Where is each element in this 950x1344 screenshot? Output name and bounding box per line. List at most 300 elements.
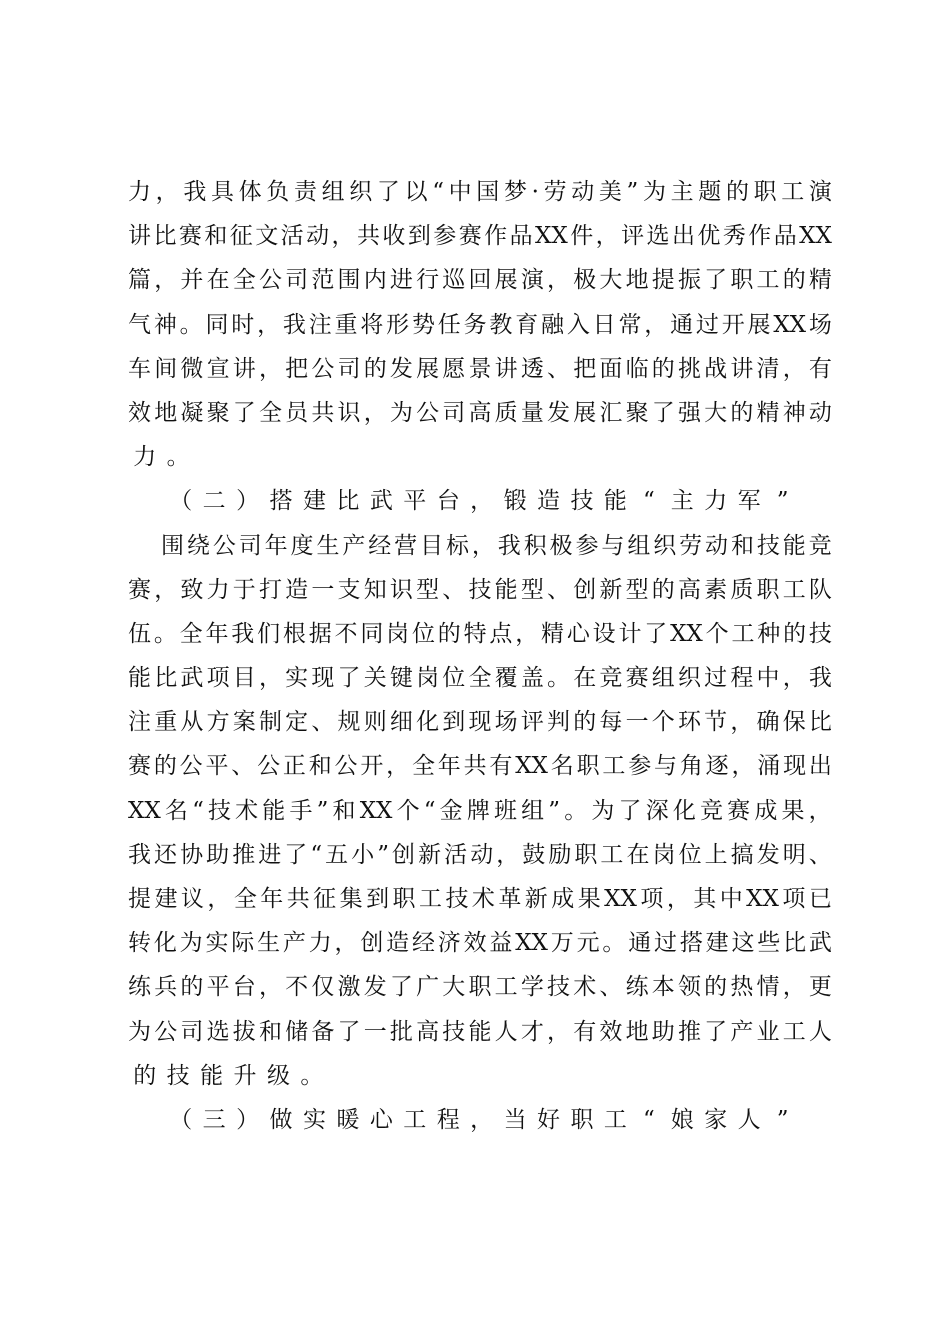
glyph: 个 [651, 709, 675, 736]
glyph: 牌 [466, 797, 490, 824]
glyph: 的 [437, 620, 461, 647]
glyph: 拔 [232, 1018, 256, 1045]
glyph: 全 [233, 886, 257, 912]
glyph: 效 [128, 399, 151, 426]
glyph: 参 [433, 223, 457, 250]
glyph: XX [670, 620, 703, 647]
text-line [128, 303, 832, 347]
glyph: ） [236, 1106, 260, 1133]
glyph: 定 [285, 709, 309, 736]
glyph: 神 [782, 399, 806, 426]
glyph: 锻 [503, 488, 527, 515]
glyph: 工 [403, 1106, 427, 1133]
glyph: 建 [154, 886, 178, 912]
glyph: 比 [154, 665, 178, 692]
glyph: 深 [645, 797, 669, 824]
glyph: 济 [437, 930, 461, 957]
glyph: 演 [520, 267, 544, 294]
glyph: 生 [257, 930, 281, 957]
glyph: 与 [654, 753, 677, 780]
glyph: 范 [311, 267, 335, 294]
glyph: “ [423, 797, 436, 824]
glyph: 、 [547, 355, 570, 382]
glyph: 力 [128, 179, 151, 205]
glyph: 将 [360, 311, 384, 338]
glyph: ， [547, 267, 570, 294]
glyph: 神 [153, 311, 177, 338]
glyph: 评 [520, 709, 544, 736]
glyph: 实 [205, 930, 229, 957]
glyph: 经 [411, 930, 435, 957]
glyph: 万 [550, 930, 574, 957]
glyph: 技 [756, 532, 780, 559]
glyph: ， [207, 886, 231, 912]
glyph: 高 [416, 1018, 440, 1045]
glyph: 通 [628, 930, 652, 957]
glyph: 面 [599, 355, 623, 382]
glyph: 主 [670, 179, 694, 205]
glyph: 我 [183, 179, 207, 205]
glyph: 位 [442, 665, 466, 692]
glyph: 好 [537, 1106, 561, 1133]
glyph: 共 [463, 753, 487, 780]
glyph: 巡 [442, 267, 466, 294]
text-line [128, 612, 832, 656]
glyph: 项 [206, 665, 230, 692]
glyph: 活 [280, 223, 304, 250]
text-line [128, 1054, 832, 1098]
glyph: 员 [285, 399, 309, 426]
glyph: 展 [573, 399, 597, 426]
glyph: 过 [695, 311, 719, 338]
glyph: 工 [603, 1106, 627, 1133]
glyph: 和 [332, 797, 356, 824]
text-line [128, 347, 832, 391]
glyph: 注 [308, 311, 332, 338]
glyph: 点 [489, 620, 513, 647]
glyph: 聚 [206, 399, 230, 426]
glyph: XX [515, 930, 548, 957]
glyph: 逐 [705, 753, 729, 780]
glyph: “ [310, 841, 323, 868]
glyph: 技 [547, 974, 570, 1001]
glyph: 励 [548, 841, 572, 868]
glyph: 绕 [186, 532, 210, 559]
text-line [128, 877, 832, 921]
glyph: 的 [573, 709, 597, 736]
glyph: 力 [133, 444, 157, 471]
text-line [128, 391, 832, 435]
glyph: 题 [698, 179, 722, 205]
glyph: 工 [600, 841, 624, 868]
glyph: “ [192, 797, 204, 824]
glyph: 赛 [625, 665, 649, 692]
glyph: 果 [577, 886, 601, 912]
glyph: 娘 [670, 1106, 694, 1133]
glyph: 了 [337, 665, 361, 692]
glyph: 活 [444, 841, 468, 868]
glyph: 司 [337, 355, 361, 382]
glyph: ” [377, 841, 389, 868]
glyph: 微 [180, 355, 204, 382]
glyph: 公 [258, 267, 282, 294]
glyph: 二 [202, 488, 226, 515]
glyph: 职 [756, 576, 780, 603]
glyph: 参 [575, 532, 599, 559]
glyph: 化 [672, 797, 696, 824]
glyph: 实 [302, 1106, 326, 1133]
glyph: 能 [603, 488, 627, 515]
glyph: 了 [337, 1018, 361, 1045]
glyph: ， [154, 267, 178, 294]
glyph: 技 [442, 1018, 466, 1045]
glyph: 的 [363, 355, 387, 382]
glyph: 展 [416, 355, 440, 382]
glyph: 心 [566, 620, 590, 647]
glyph: ， [258, 355, 282, 382]
glyph: 化 [153, 930, 177, 957]
glyph: 能 [468, 1018, 492, 1045]
glyph: 种 [757, 620, 781, 647]
glyph: 出 [808, 753, 832, 780]
glyph: 时 [231, 311, 255, 338]
glyph: 力 [206, 576, 230, 603]
glyph: 织 [677, 665, 701, 692]
glyph: ” [776, 488, 789, 515]
glyph: 个 [396, 797, 420, 824]
glyph: 技 [808, 620, 832, 647]
glyph: 全 [468, 665, 492, 692]
glyph: 益 [489, 930, 513, 957]
glyph: 讲 [232, 355, 256, 382]
glyph: 不 [334, 620, 358, 647]
text-line [128, 435, 832, 479]
glyph: 以 [404, 179, 428, 205]
section-heading-2 [128, 479, 832, 523]
glyph: 目 [420, 532, 444, 559]
glyph: 。 [564, 797, 588, 824]
glyph: 工 [418, 886, 442, 912]
glyph: 军 [737, 488, 761, 515]
glyph: 共 [356, 223, 380, 250]
glyph: 为 [591, 797, 615, 824]
glyph: 搭 [269, 488, 293, 515]
glyph: 形 [386, 311, 410, 338]
glyph: ， [808, 797, 832, 824]
glyph: 选 [206, 1018, 230, 1045]
glyph: 融 [541, 311, 564, 338]
glyph: 则 [363, 709, 387, 736]
glyph: 量 [520, 399, 544, 426]
glyph: 司 [238, 532, 262, 559]
glyph: 于 [232, 576, 256, 603]
glyph: 工 [782, 1018, 806, 1045]
glyph: 营 [394, 532, 418, 559]
glyph: 平 [205, 753, 229, 780]
glyph: 我 [128, 841, 151, 868]
glyph: 更 [808, 974, 832, 1001]
glyph: 新 [599, 576, 623, 603]
glyph: 的 [725, 179, 749, 205]
glyph: 判 [547, 709, 570, 736]
glyph: 致 [180, 576, 204, 603]
glyph: 的 [153, 753, 177, 780]
glyph: 清 [756, 355, 780, 382]
glyph: 技 [166, 1062, 190, 1089]
glyph: 围 [161, 532, 184, 559]
glyph: 精 [808, 267, 832, 294]
glyph: 国 [476, 179, 500, 205]
glyph: 到 [366, 886, 390, 912]
glyph: 规 [337, 709, 361, 736]
glyph: 平 [206, 974, 230, 1001]
glyph: 美 [598, 179, 622, 205]
glyph: XX [773, 311, 807, 338]
text-line [128, 258, 832, 302]
glyph: 支 [337, 576, 361, 603]
glyph: 能 [262, 797, 286, 824]
glyph: 中 [448, 179, 472, 205]
glyph: 计 [618, 620, 642, 647]
text-line [128, 1010, 832, 1054]
glyph: 务 [463, 311, 487, 338]
glyph: 中 [756, 665, 780, 692]
glyph: 力 [704, 488, 728, 515]
glyph: 积 [523, 532, 547, 559]
glyph: 品 [509, 223, 533, 250]
glyph: 我 [231, 620, 255, 647]
glyph: 有 [489, 753, 513, 780]
glyph: ” [548, 797, 561, 824]
glyph: 、 [808, 841, 832, 868]
text-line [128, 789, 832, 833]
glyph: 到 [407, 223, 431, 250]
glyph: 工 [731, 620, 755, 647]
glyph: XX [128, 797, 161, 824]
glyph: 岗 [416, 665, 440, 692]
glyph: 有 [573, 1018, 597, 1045]
glyph: 的 [651, 355, 675, 382]
glyph: 和 [730, 532, 754, 559]
glyph: 征 [229, 223, 253, 250]
glyph: 环 [677, 709, 701, 736]
glyph: 优 [697, 223, 721, 250]
glyph: 文 [255, 223, 279, 250]
glyph: 明 [782, 841, 806, 868]
glyph: 为 [642, 179, 666, 205]
glyph: 年 [260, 886, 284, 912]
glyph: ， [496, 841, 520, 868]
glyph: ” [776, 1106, 789, 1133]
glyph: ， [547, 1018, 570, 1045]
glyph: ， [470, 1106, 494, 1133]
glyph: 根 [282, 620, 306, 647]
glyph: 的 [704, 974, 728, 1001]
glyph: 位 [678, 841, 702, 868]
glyph: ， [471, 532, 495, 559]
glyph: 收 [382, 223, 406, 250]
glyph: 在 [626, 841, 650, 868]
glyph: 到 [442, 709, 466, 736]
glyph: 业 [756, 1018, 780, 1045]
glyph: 注 [128, 709, 151, 736]
glyph: 型 [625, 576, 649, 603]
glyph: 地 [625, 1018, 649, 1045]
glyph: 负 [266, 179, 290, 205]
glyph: 助 [651, 1018, 675, 1045]
glyph: 为 [389, 399, 413, 426]
glyph: 司 [180, 1018, 204, 1045]
glyph: 能 [494, 576, 518, 603]
glyph: 讲 [128, 223, 151, 250]
glyph: 。 [179, 311, 203, 338]
glyph: 。 [300, 1062, 324, 1089]
glyph: 新 [524, 886, 548, 912]
glyph: 年 [205, 620, 229, 647]
glyph: 武 [369, 488, 393, 515]
glyph: 台 [436, 488, 460, 515]
glyph: 度 [290, 532, 314, 559]
glyph: 选 [646, 223, 670, 250]
glyph: 司 [285, 267, 309, 294]
glyph: 工 [756, 267, 780, 294]
glyph: 实 [285, 665, 309, 692]
glyph: 通 [670, 311, 694, 338]
glyph: 主 [670, 488, 694, 515]
glyph: 行 [416, 267, 440, 294]
glyph: 织 [653, 532, 677, 559]
glyph: （ [169, 488, 193, 515]
glyph: 任 [437, 311, 461, 338]
glyph: ， [731, 753, 755, 780]
glyph: 素 [704, 576, 728, 603]
glyph: 了 [704, 1018, 728, 1045]
glyph: 重 [154, 709, 178, 736]
glyph: 围 [337, 267, 361, 294]
glyph: 。 [166, 444, 190, 471]
glyph: 公 [257, 753, 281, 780]
text-line [128, 700, 832, 744]
glyph: 了 [389, 974, 413, 1001]
glyph: 教 [489, 311, 513, 338]
glyph: 为 [128, 1018, 151, 1045]
glyph: 职 [574, 841, 598, 868]
glyph: 在 [573, 665, 597, 692]
glyph: 作 [484, 223, 508, 250]
glyph: 人 [737, 1106, 761, 1133]
glyph: “ [432, 179, 444, 205]
glyph: “ [642, 488, 655, 515]
glyph: 技 [207, 797, 231, 824]
glyph: 场 [494, 709, 518, 736]
glyph: 细 [389, 709, 413, 736]
glyph: 的 [133, 1062, 157, 1089]
glyph: 展 [494, 267, 518, 294]
glyph: 发 [547, 399, 570, 426]
glyph: 开 [360, 753, 384, 780]
glyph: 能 [782, 532, 806, 559]
glyph: 集 [339, 886, 363, 912]
glyph: 建 [302, 488, 326, 515]
glyph: 果 [781, 797, 805, 824]
glyph: 协 [180, 841, 204, 868]
glyph: 五 [325, 841, 349, 868]
glyph: 大 [599, 267, 623, 294]
glyph: 名 [164, 797, 188, 824]
glyph: 产 [282, 930, 306, 957]
glyph: 平 [403, 488, 427, 515]
glyph: 术 [471, 886, 495, 912]
glyph: 个 [705, 620, 729, 647]
glyph: 储 [285, 1018, 309, 1045]
glyph: 术 [573, 974, 597, 1001]
glyph: 经 [368, 532, 392, 559]
glyph: 知 [363, 576, 387, 603]
glyph: 鼓 [522, 841, 546, 868]
glyph: 成 [754, 797, 778, 824]
glyph: 公 [179, 753, 203, 780]
glyph: 批 [389, 1018, 413, 1045]
glyph: 升 [233, 1062, 257, 1089]
glyph: 秀 [722, 223, 746, 250]
glyph: 技 [445, 886, 469, 912]
glyph: ， [154, 576, 178, 603]
glyph: 聚 [625, 399, 649, 426]
glyph: 项 [640, 886, 664, 912]
glyph: 识 [389, 576, 413, 603]
glyph: 赛 [458, 223, 482, 250]
glyph: 组 [627, 532, 651, 559]
glyph: 梦 [503, 179, 527, 205]
glyph: 键 [389, 665, 413, 692]
glyph: 的 [783, 620, 807, 647]
glyph: 际 [231, 930, 255, 957]
glyph: 公 [212, 532, 236, 559]
glyph: 推 [677, 1018, 701, 1045]
glyph: 动 [306, 223, 330, 250]
glyph: ” [316, 797, 329, 824]
glyph: 生 [316, 532, 340, 559]
glyph: 展 [747, 311, 771, 338]
glyph: 与 [601, 532, 625, 559]
glyph: 型 [520, 576, 544, 603]
glyph: 职 [570, 1106, 594, 1133]
glyph: XX [359, 797, 393, 824]
glyph: 过 [704, 665, 728, 692]
glyph: 些 [757, 930, 781, 957]
glyph: 回 [468, 267, 492, 294]
glyph: 公 [416, 399, 440, 426]
glyph: 暖 [336, 1106, 360, 1133]
glyph: 小 [351, 841, 375, 868]
glyph: 进 [389, 267, 413, 294]
glyph: 激 [337, 974, 361, 1001]
glyph: 振 [677, 267, 701, 294]
glyph: 比 [153, 223, 177, 250]
glyph: 公 [154, 1018, 178, 1045]
glyph: 作 [748, 223, 772, 250]
glyph: ， [644, 311, 668, 338]
text-line [128, 568, 832, 612]
glyph: 育 [515, 311, 539, 338]
glyph: 技 [570, 488, 594, 515]
glyph: 发 [389, 355, 413, 382]
glyph: 效 [463, 930, 487, 957]
glyph: 位 [411, 620, 435, 647]
paragraph-2 [128, 524, 832, 1098]
glyph: 把 [573, 355, 597, 382]
glyph: 关 [363, 665, 387, 692]
